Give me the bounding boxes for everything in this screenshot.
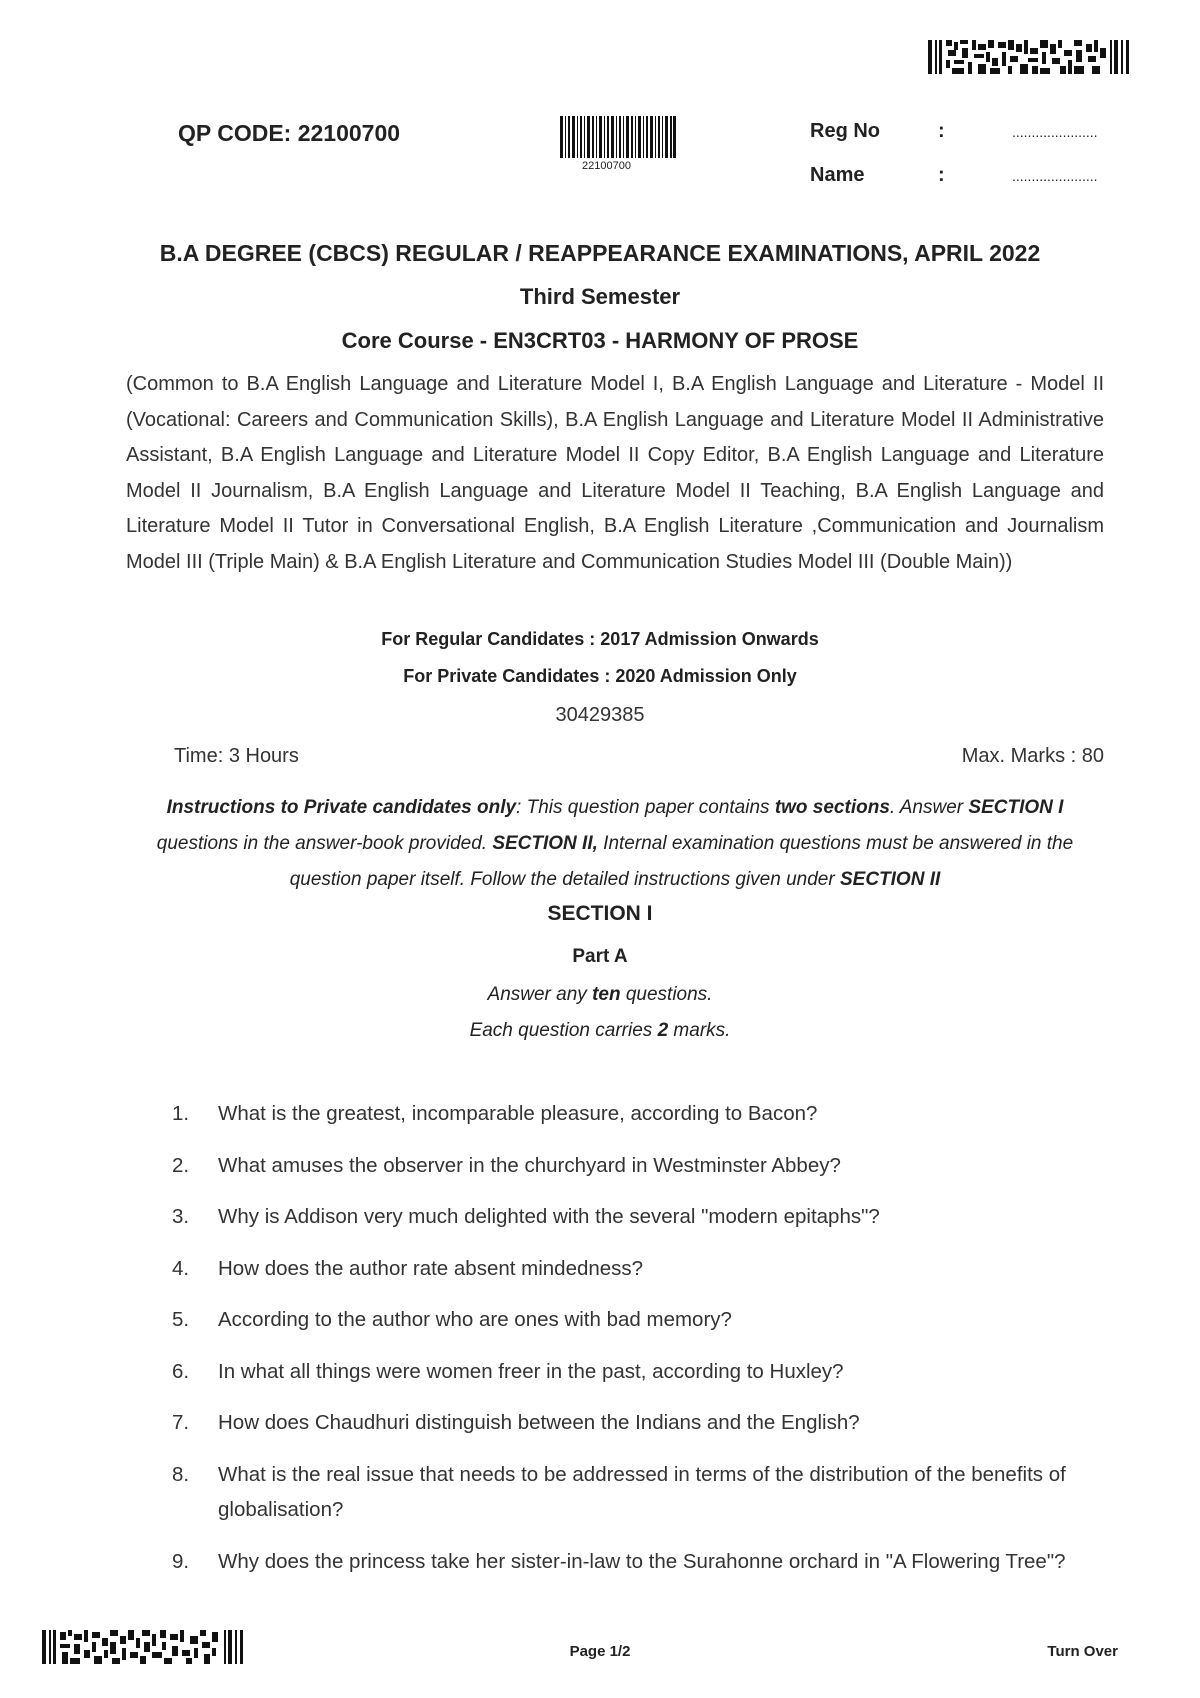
question-number: 9. [172,1550,190,1573]
instructions-text-2: . Answer [889,797,969,818]
semester: Third Semester [519,284,681,309]
turn-over: Turn Over [1047,1643,1118,1660]
course-title: Core Course - EN3CRT03 - HARMONY OF PROSE [341,328,859,353]
section-title: SECTION I [547,902,653,925]
question-number: 7. [172,1411,190,1434]
qp-barcode [560,116,676,158]
marks-instruction [0,1020,1200,1042]
question-number: 3. [172,1205,190,1228]
exam-time: Time: 3 Hours [174,745,299,767]
question-number: 2. [172,1154,190,1177]
instructions-lead: Instructions to Private candidates only [166,797,517,818]
name-label: Name [810,164,865,186]
marks-count: 2 [657,1020,669,1041]
answer-instruction [0,984,1200,1006]
instructions-text-1: : This question paper contains [516,797,775,818]
question-number: 6. [172,1360,190,1383]
max-marks: Max. Marks : 80 [961,745,1104,767]
name-blank: ...................... [1012,168,1098,184]
common-to-programmes: (Common to B.A English Language and Literature Model I, B.A English Language and Literature - Model II (Vocational: Careers and Communication Skills), B.A English Language and Literature Model II Administrative Assistant, B.A English Language and Literature Model II Copy Editor, B.A English Language and Literature Model II Journalism, B.A English Language and Literature Model II Teaching, B.A English Language and Literature Model II Tutor in Conversational English, B.A English Literature ,Communication and Journalism Model III (Triple Main) & B.A English Literature and Communication Studies Model III (Double Main)) [126,373,1104,573]
part-title: Part A [572,946,628,967]
exam-title: B.A DEGREE (CBCS) REGULAR / REAPPEARANCE EXAMINATIONS, APRIL 2022 [159,240,1041,266]
question-number: 5. [172,1308,190,1331]
question-text: Why is Addison very much delighted with the several "modern epitaphs"? [218,1205,880,1228]
name-colon: : [938,164,945,186]
question-number: 1. [172,1102,190,1125]
question-text: What amuses the observer in the churchyard in Westminster Abbey? [218,1154,841,1177]
instructions-bold-4: SECTION II [839,869,941,890]
instructions-bold-2: SECTION I [968,797,1064,818]
question-text: According to the author who are ones with bad memory? [218,1308,732,1331]
private-candidates: For Private Candidates : 2020 Admission Only [403,666,797,686]
instructions [126,790,1104,898]
question-text: What is the real issue that needs to be addressed in terms of the distribution of the benefits of globalisation? [218,1463,1066,1521]
question-text: In what all things were women freer in the past, according to Huxley? [218,1360,844,1383]
question-text: Why does the princess take her sister-in-law to the Surahonne orchard in "A Flowering Tree"? [218,1550,1066,1573]
question-number: 4. [172,1257,190,1280]
marks-pre: Each question carries [469,1020,658,1041]
regular-candidates: For Regular Candidates : 2017 Admission Onwards [381,629,819,649]
question-text: How does Chaudhuri distinguish between the Indians and the English? [218,1411,860,1434]
marks-post: marks. [668,1020,731,1041]
paper-code: 30429385 [555,704,645,726]
qp-code: QP CODE: 22100700 [178,120,401,146]
instructions-text-4: Internal examination questions must be answered in the question paper itself. Follow the detailed instructions given under [289,833,1074,890]
question-text: What is the greatest, incomparable pleasure, according to Bacon? [218,1102,818,1125]
instructions-bold-3: SECTION II, [492,833,598,854]
instructions-bold-1: two sections [774,797,890,818]
question-number: 8. [172,1463,190,1486]
page-number: Page 1/2 [569,1643,631,1660]
reg-no-blank: ...................... [1012,124,1098,140]
barcode-number: 22100700 [582,160,631,172]
top-qr-code [928,40,1132,74]
answer-post: questions. [620,984,713,1005]
reg-no-colon: : [938,120,945,142]
answer-count: ten [592,984,621,1005]
instructions-text-3: questions in the answer-book provided. [156,833,493,854]
reg-no-label: Reg No [810,120,880,142]
answer-pre: Answer any [487,984,593,1005]
question-text: How does the author rate absent mindedness? [218,1257,644,1280]
